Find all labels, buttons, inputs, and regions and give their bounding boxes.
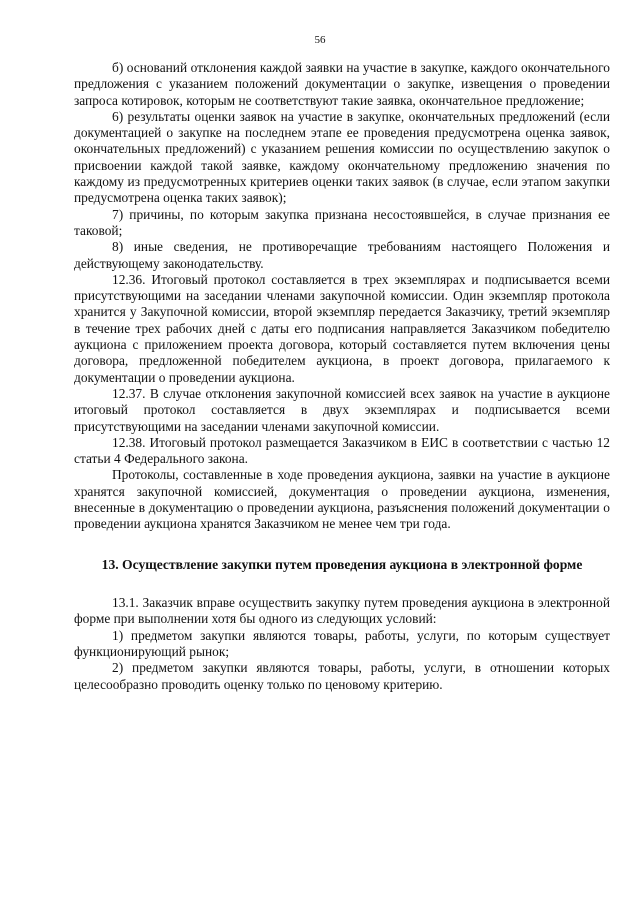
paragraph-item-b: б) оснований отклонения каждой заявки на участие в закупке, каждого окончательного предложения с указанием положений документации о закупке, извещения о проведении запроса котировок, которым не соответствуют такие заявка, окончательное предложение; bbox=[74, 60, 610, 108]
paragraph-12-37: 12.37. В случае отклонения закупочной комиссией всех заявок на участие в аукционе итоговый протокол составляется в двух экземплярах и подписывается всеми присутствующими на заседании членами закупочной комиссии. bbox=[74, 385, 610, 434]
paragraph-12-38: 12.38. Итоговый протокол размещается Заказчиком в ЕИС в соответствии с частью 12 статьи 4 Федерального закона. bbox=[74, 434, 610, 467]
paragraph-item-7: 7) причины, по которым закупка признана несостоявшейся, в случае признания ее таковой; bbox=[74, 206, 610, 238]
page-content bbox=[74, 60, 610, 693]
paragraph-protocols-storage: Протоколы, составленные в ходе проведения аукциона, заявки на участие в аукционе хранятся закупочной комиссией, документация о проведении аукциона, изменения, внесенные в документацию о проведении аукциона, разъяснения положений документации о проведении аукциона хранятся Заказчиком не менее чем три года. bbox=[74, 467, 610, 532]
paragraph-13-1: 13.1. Заказчик вправе осуществить закупку путем проведения аукциона в электронной форме при выполнении хотя бы одного из следующих условий: bbox=[74, 595, 610, 627]
paragraph-condition-2: 2) предметом закупки являются товары, работы, услуги, в отношении которых целесообразно проводить оценку только по ценовому критерию. bbox=[74, 660, 610, 692]
section-heading: 13. Осуществление закупки путем проведения аукциона в электронной форме bbox=[101, 556, 583, 572]
paragraph-condition-1: 1) предметом закупки являются товары, работы, услуги, по которым существует функционирующий рынок; bbox=[74, 627, 610, 659]
paragraph-item-8: 8) иные сведения, не противоречащие требованиям настоящего Положения и действующему законодательству. bbox=[74, 239, 610, 271]
page-number: 56 bbox=[314, 34, 326, 46]
paragraph-item-6: 6) результаты оценки заявок на участие в закупке, окончательных предложений (если документацией о закупке на последнем этапе ее проведения предусмотрена оценка заявок, окончательных предложений) с указанием решения комиссии по осуществлению закупок о присвоении каждой такой заявке, каждому окончательному предложению значения по каждому из предусмотренных критериев оценки таких заявок (в случае, если этапом закупки предусмотрена оценка таких заявок); bbox=[74, 108, 610, 206]
paragraph-12-36: 12.36. Итоговый протокол составляется в трех экземплярах и подписывается всеми присутствующими на заседании членами закупочной комиссии. Один экземпляр протокола хранится у Закупочной комиссии, второй экземпляр передается Заказчику, третий экземпляр в течение трех рабочих дней с даты его подписания направляется Заказчиком победителю аукциона с приложением проекта договора, который составляется путем включения цены договора, предложенной победителем аукциона, в проект договора, прилагаемого к документации о проведении аукциона. bbox=[74, 271, 610, 385]
